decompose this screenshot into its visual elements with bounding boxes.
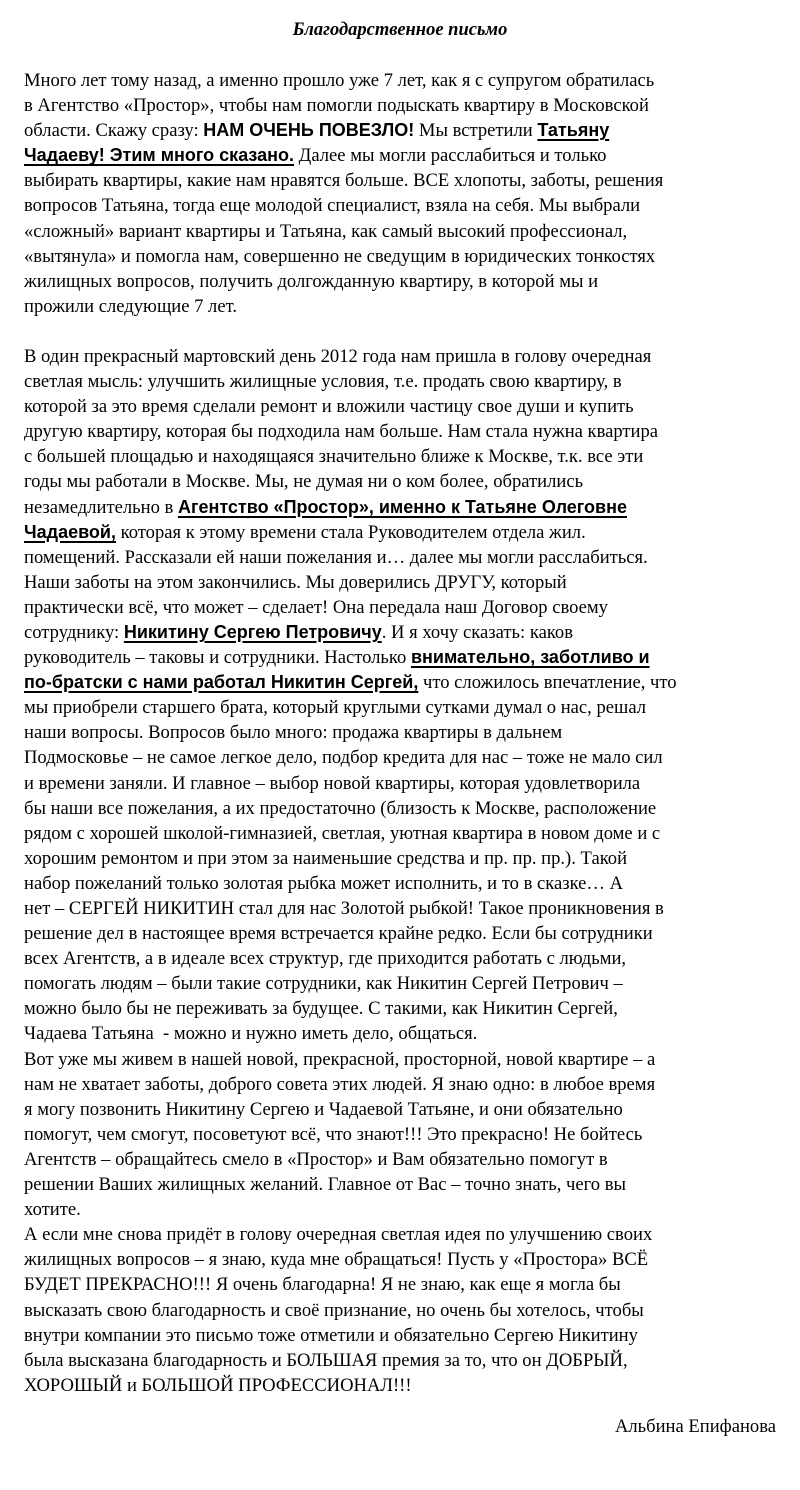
text-line: решение дел в настоящее время встречается крайне редко. Если бы сотрудники [24, 923, 653, 945]
paragraph-4 [24, 1222, 776, 1398]
text-line: прожили следующие 7 лет. [24, 295, 237, 317]
text-line: Наши заботы на этом закончились. Мы доверились ДРУГУ, который [24, 571, 567, 593]
emphasis-attentive: внимательно, заботливо и [410, 647, 650, 668]
emphasis-nikitin: Никитину Сергею Петровичу [123, 621, 382, 642]
text-line: светлая мысль: улучшить жилищные условия, т.е. продать свою квартиру, в [24, 371, 622, 393]
emphasis-agency: Агентство «Простор», именно к Татьяне Олеговне [177, 496, 627, 517]
text-run: сотруднику: [24, 621, 124, 643]
text-line: Агентств – обращайтесь смело в «Простор» и Вам обязательно помогут в [24, 1148, 608, 1170]
signature: Альбина Епифанова [614, 1416, 776, 1437]
text-line: другую квартиру, которая бы подходила нам больше. Нам стала нужна квартира [24, 421, 659, 443]
text-line: наши вопросы. Вопросов было много: продажа квартиры в дальнем [24, 722, 563, 744]
text-line: жилищных вопросов, получить долгожданную квартиру, в которой мы и [24, 270, 599, 292]
emphasis-chadaevoy: Чадаевой, [24, 521, 116, 542]
text-line: хорошим ремонтом и при этом за наименьшие средства и пр. пр. пр.). Такой [24, 847, 628, 869]
text-line: вопросов Татьяна, тогда еще молодой специалист, взяла на себя. Мы выбрали [24, 195, 641, 217]
text-line [24, 143, 776, 168]
text-line: Много лет тому назад, а именно прошло уже 7 лет, как я с супругом обратилась [24, 70, 655, 91]
text-run: области. Скажу сразу: [24, 120, 204, 142]
text-run: что сложилось впечатление, что [418, 672, 677, 694]
emphasis-brotherly: по-братски с нами работал Никитин Сергей, [24, 672, 419, 693]
text-line [24, 520, 776, 545]
text-run: которая к этому времени стала Руководителем отдела жил. [116, 521, 586, 543]
text-line: «вытянула» и помогла нам, совершенно не сведущим в юридических тонкостях [24, 245, 656, 267]
paragraph-3 [24, 1047, 776, 1223]
text-line: хотите. [24, 1199, 81, 1221]
text-line: Вот уже мы живем в нашей новой, прекрасной, просторной, новой квартире – а [24, 1048, 656, 1070]
text-line: которой за это время сделали ремонт и вложили частицу свое души и купить [24, 396, 634, 418]
text-line: можно было бы не переживать за будущее. С такими, как Никитин Сергей, [24, 998, 618, 1020]
letter-title: Благодарственное письмо [292, 20, 508, 40]
text-line [24, 118, 776, 143]
text-line: набор пожеланий только золотая рыбка может исполнить, и то в сказке… А [24, 872, 624, 894]
text-line: помещений. Рассказали ей наши пожелания и… далее мы могли расслабиться. [24, 546, 648, 568]
text-line: Чадаева Татьяна - можно и нужно иметь дело, общаться. [24, 1023, 478, 1045]
text-line: практически всё, что может – сделает! Она передала наш Договор своему [24, 596, 608, 618]
emphasis-tatyana: Татьяну [537, 120, 610, 141]
text-line: в Агентство «Простор», чтобы нам помогли подыскать квартиру в Московской [24, 95, 649, 117]
text-run: Мы встретили [414, 120, 538, 142]
text-line: решении Ваших жилищных желаний. Главное от Вас – точно знать, чего вы [24, 1174, 627, 1196]
emphasis-chadaeva: Чадаеву! Этим много сказано. [24, 145, 295, 166]
text-line: была высказана благодарность и БОЛЬШАЯ премия за то, что он ДОБРЫЙ, [24, 1349, 628, 1371]
text-line: я могу позвонить Никитину Сергею и Чадаевой Татьяне, и они обязательно [24, 1098, 623, 1120]
emphasis-lucky: НАМ ОЧЕНЬ ПОВЕЗЛО! [203, 120, 415, 141]
text-line [24, 645, 776, 670]
text-run: руководитель – таковы и сотрудники. Настолько [24, 647, 411, 669]
text-line: «сложный» вариант квартиры и Татьяна, как самый высокий профессионал, [24, 220, 628, 242]
text-line [24, 620, 776, 645]
text-line: БУДЕТ ПРЕКРАСНО!!! Я очень благодарна! Я не знаю, как еще я могла бы [24, 1274, 621, 1296]
text-line [24, 495, 776, 520]
text-line: В один прекрасный мартовский день 2012 года нам пришла в голову очередная [24, 345, 652, 367]
text-line: бы наши все пожелания, а их предостаточно (близость к Москве, расположение [24, 797, 657, 819]
text-line: А если мне снова придёт в голову очередная светлая идея по улучшению своих [24, 1224, 653, 1246]
text-line: всех Агентств, а в идеале всех структур, где приходится работать с людьми, [24, 948, 627, 970]
text-line: мы приобрели старшего брата, который круглыми сутками думал о нас, решал [24, 697, 647, 719]
text-line: жилищных вопросов – я знаю, куда мне обращаться! Пусть у «Простора» ВСЁ [24, 1249, 649, 1271]
text-run: Далее мы могли расслабиться и только [294, 145, 607, 167]
paragraph-1 [24, 68, 776, 319]
text-line: помогать людям – были такие сотрудники, как Никитин Сергей Петрович – [24, 973, 623, 995]
paragraph-2 [24, 344, 776, 1047]
text-line: помогут, чем смогут, посоветуют всё, что знают!!! Это прекрасно! Не бойтесь [24, 1123, 643, 1145]
text-run: . И я хочу сказать: каков [381, 621, 573, 643]
text-line: высказать свою благодарность и своё признание, но очень бы хотелось, чтобы [24, 1299, 644, 1321]
text-line: нет – СЕРГЕЙ НИКИТИН стал для нас Золотой рыбкой! Такое проникновения в [24, 898, 664, 919]
text-line: выбирать квартиры, какие нам нравятся больше. ВСЕ хлопоты, заботы, решения [24, 170, 664, 192]
text-line: годы мы работали в Москве. Мы, не думая ни о ком более, обратились [24, 471, 584, 493]
text-line: ХОРОШЫЙ и БОЛЬШОЙ ПРОФЕССИОНАЛ!!! [24, 1374, 412, 1396]
text-line: рядом с хорошей школой-гимназией, светлая, уютная квартира в новом доме и с [24, 822, 661, 844]
text-line: нам не хватает заботы, доброго совета этих людей. Я знаю одно: в любое время [24, 1073, 656, 1095]
text-run: незамедлительно в [24, 496, 178, 518]
text-line: и времени заняли. И главное – выбор новой квартиры, которая удовлетворила [24, 772, 641, 794]
text-line: внутри компании это письмо тоже отметили и обязательно Сергею Никитину [24, 1324, 638, 1346]
text-line [24, 670, 776, 695]
text-line: с большей площадью и находящаяся значительно ближе к Москве, т.к. все эти [24, 446, 644, 468]
text-line: Подмосковье – не самое легкое дело, подбор кредита для нас – тоже не мало сил [24, 747, 663, 769]
